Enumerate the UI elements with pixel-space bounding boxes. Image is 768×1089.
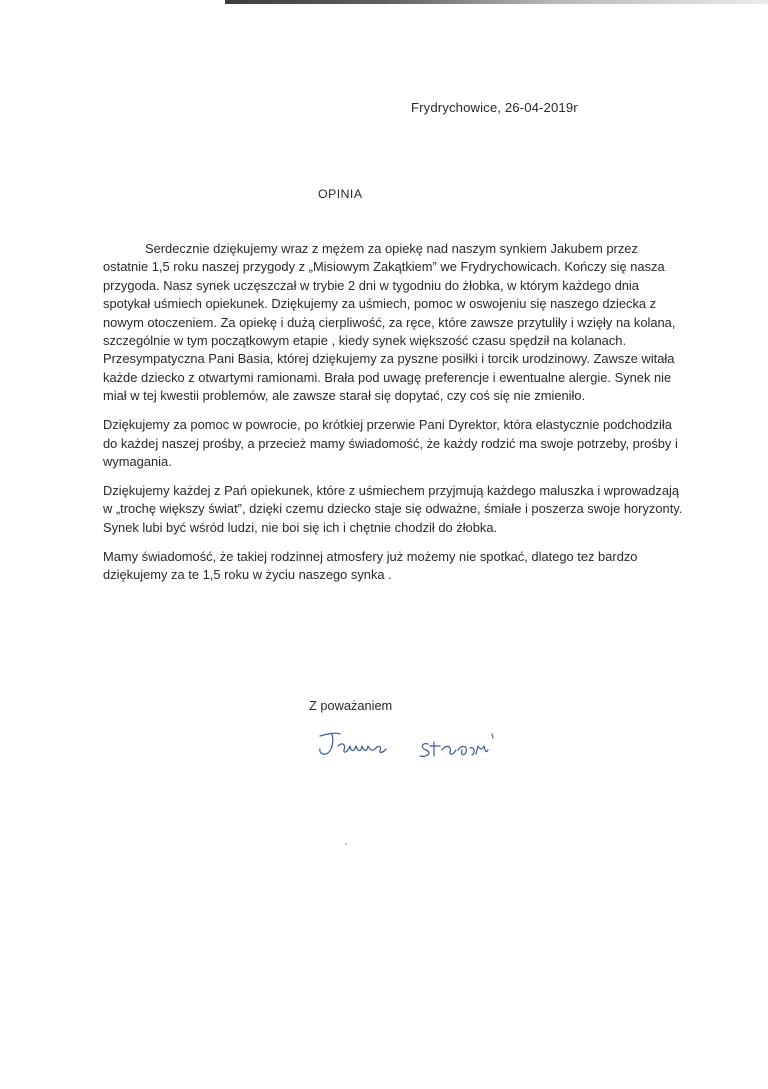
signature-last-name [420, 734, 493, 756]
closing-salutation: Z poważaniem [309, 698, 393, 713]
paragraph-2: Dziękujemy za pomoc w powrocie, po krótkiej przerwie Pani Dyrektor, która elastycznie podchodziła do każdej naszej prośby, a przecież mamy świadomość, że każdy rodzić ma swoje potrzeby, prośby i wymagania. [103, 417, 678, 469]
paragraph-3: Dziękujemy każdej z Pań opiekunek, które z uśmiechem przyjmują każdego maluszka i wprowadzają w „trochę większy świat”, dzięki czemu dziecko staje się odważne, śmiałe i poszerza swoje horyzonty. Synek lubi być wśród ludzi, nie boi się ich i chętnie chodził do żłobka. [103, 482, 683, 535]
scan-edge-shadow [225, 0, 768, 4]
handwritten-signature [316, 728, 526, 768]
document-title: OPINIA [318, 187, 363, 201]
signature-first-name [320, 733, 386, 754]
letter-body [103, 240, 683, 595]
paragraph-4: Mamy świadomość, że takiej rodzinnej atmosfery już możemy nie spotkać, dlatego tez bardzo dziękujemy za te 1,5 roku w życiu naszego synka . [103, 548, 638, 582]
paragraph-1: Serdecznie dziękujemy wraz z mężem za opiekę nad naszym synkiem Jakubem przez ostatnie 1,5 roku naszej przygody z „Misiowym Zakątkiem” we Frydrychowicach. Kończy się nasza przygoda. Nasz synek uczęszczał w trybie 2 dni w tygodniu do żłobka, w którym każdego dnia spotykał uśmiech opiekunek. Dziękujemy za uśmiech, pomoc w oswojeniu się naszego dziecka z nowym otoczeniem. Za opiekę i dużą cierpliwość, za ręce, które zawsze przytuliły i wzięły na kolana, szczególnie w tym początkowym etapie , kiedy synek większość czasu spędził na kolanach. Przesympatyczna Pani Basia, której dziękujemy za pyszne posiłki i torcik urodzinowy. Zawsze witała każde dziecko z otwartymi ramionami. Brała pod uwagę preferencje i ewentualne alergie. Synek nie miał w tej kwestii problemów, ale zawsze starał się dopytać, czy coś się nie zmieniło. [103, 241, 676, 404]
scan-speck [345, 843, 347, 845]
place-and-date: Frydrychowice, 26-04-2019r [411, 100, 578, 115]
